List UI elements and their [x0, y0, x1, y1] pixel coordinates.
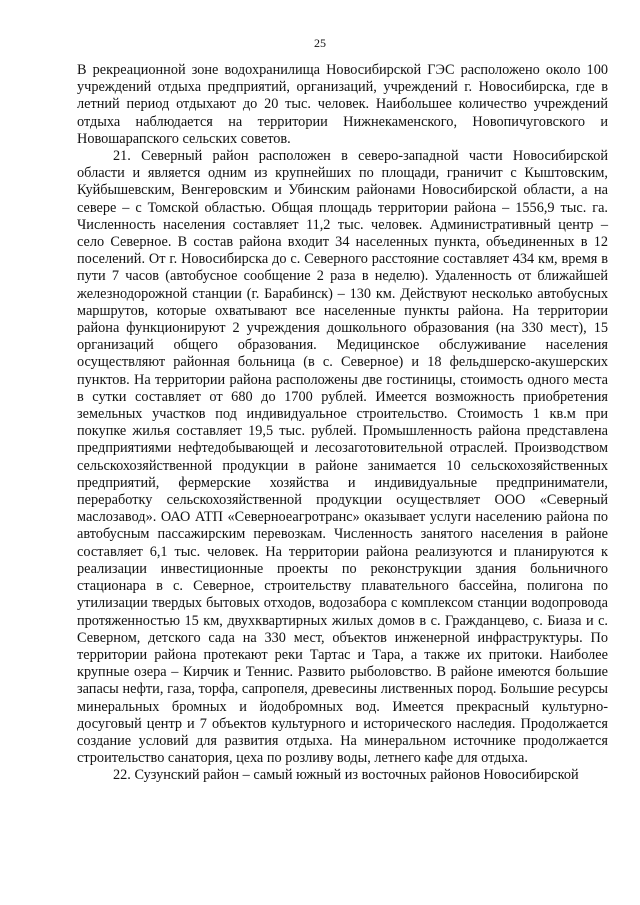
paragraph-severny-district: 21. Северный район расположен в северо-западной части Новосибирской области и является одним из крупнейших по площади, граничит с Кыштовским, Куйбышевским, Венгеровским и Убинским районами Новосибирской области, а на севере – с Томской областью. Общая площадь территории района – 1556,9 тыс. га. Численность населения составляет 11,2 тыс. человек. Административный центр – село Северное. В состав района входит 34 населенных пункта, объединенных в 12 поселений. От г. Новосибирска до с. Северного расстояние составляет 434 км, время в пути 7 часов (автобусное сообщение 2 раза в неделю). Удаленность от ближайшей железнодорожной станции (г. Барабинск) – 130 км. Действуют несколько автобусных маршрутов, которые охватывают все населенные пункты района. На территории района функционируют 2 учреждения дошкольного образования (на 330 мест), 15 организаций общего образования. Медицинское обслуживание населения осуществляют районная больница (в с. Северное) и 18 фельдшерско-акушерских пунктов. На территории района расположены две гостиницы, стоимость одного места в сутки составляет от 680 до 1700 рублей. Имеется возможность приобретения земельных участков под индивидуальное строительство. Стоимость 1 кв.м при покупке жилья составляет 19,5 тыс. рублей. Промышленность района представлена предприятиями нефтедобывающей и лесозаготовительной отраслей. Производством сельскохозяйственной продукции в районе занимается 10 сельскохозяйственных предприятий, фермерские хозяйства и индивидуальные предприниматели, переработку сельскохозяйственной продукции осуществляет ООО «Северный маслозавод». ОАО АТП «Северноеагротранс» оказывает услуги населению района по автобусным пассажирским перевозкам. Численность занятого населения в районе составляет 6,1 тыс. человек. На территории района реализуются и планируются к реализации инвестиционные проекты по реконструкции здания больничного стационара в с. Северное, строительству плавательного бассейна, полигона по утилизации твердых бытовых отходов, водозабора с комплексом станции водопровода протяженностью 15 км, двухквартирных жилых домов в с. Гражданцево, с. Биаза и с. Северном, детского сада на 330 мест, объектов инженерной инфраструктуры. По территории района протекают реки Тартас и Тара, а также их притоки. Наиболее крупные озера – Кирчик и Теннис. Развито рыболовство. В районе имеются большие запасы нефти, газа, торфа, сапропеля, древесины лиственных пород. Большие ресурсы минеральных бромных и йодобромных вод. Имеется прекрасный культурно-досуговый центр и 7 объектов культурного и исторического наследия. Продолжается создание условий для развития отдыха. На минеральном источнике продолжается строительство санатория, цеха по розливу воды, летнего кафе для отдыха.: [77, 148, 608, 767]
paragraph-suzunsky-district: 22. Сузунский район – самый южный из восточных районов Новосибирской: [113, 767, 579, 784]
paragraph-recreation-zone: В рекреационной зоне водохранилища Новосибирской ГЭС расположено около 100 учреждений отдыха предприятий, организаций, учреждений г. Новосибирска, где в летний период отдыхают до 20 тыс. человек. Наибольшее количество учреждений отдыха наблюдается на территории Нижнекаменского, Новопичуговского и Новошарапского сельских советов.: [77, 62, 608, 147]
page-number: 25: [314, 36, 326, 50]
document-body: [77, 62, 608, 785]
